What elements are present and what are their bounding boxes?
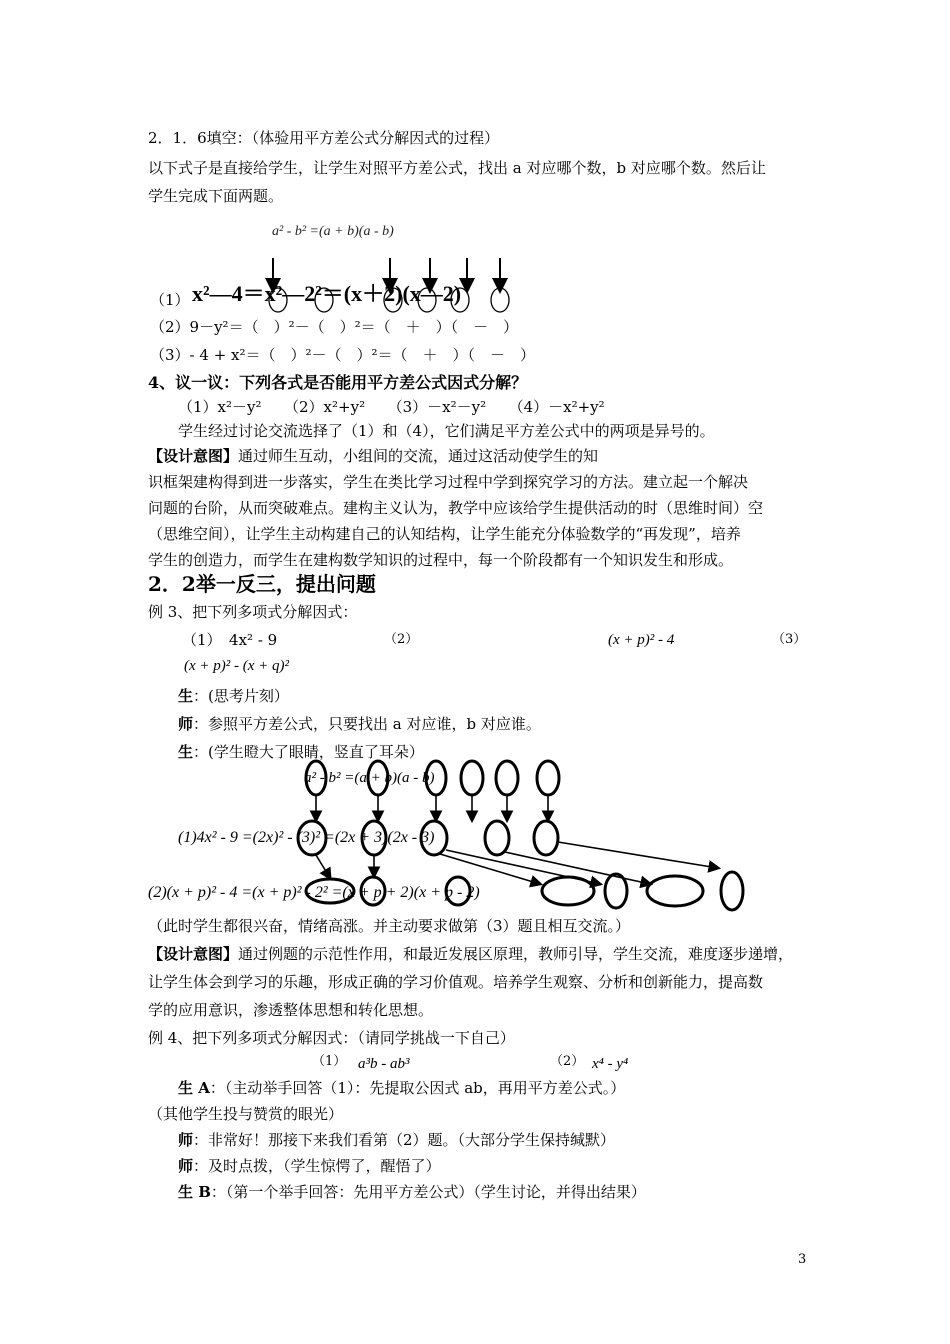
- difference-of-squares-formula: a² - b² =(a + b)(a - b): [272, 224, 394, 239]
- mapping-arrows: [316, 796, 718, 884]
- mapping-circles: [298, 761, 743, 910]
- example-4-item-1-label: （1）: [312, 1054, 347, 1069]
- subsection-heading: 2．1．6填空：（体验用平方差公式分解因式的过程）: [148, 129, 500, 147]
- dialogue-student-b: 生 B：（第一个举手回答：先用平方差公式）（学生讨论，并得出结果）: [178, 1183, 646, 1201]
- example-3-item-3-label: （3）: [772, 632, 807, 647]
- design-intent-1-line: 问题的台阶，从而突破难点。建构主义认为，教学中应该给学生提供活动的时（思维时间）空: [148, 499, 764, 517]
- question-2: （2）9－y²＝（ ）²－（ ）²＝（ ＋ ）（ － ）: [150, 318, 519, 336]
- dialogue-aside: （其他学生投与赞赏的眼光）: [148, 1105, 344, 1123]
- design-intent-2-line: 学的应用意识，渗透整体思想和转化思想。: [148, 1001, 434, 1019]
- question-1-expression: x²—4＝x²—2²＝(x＋2)(x—2): [192, 281, 462, 306]
- mapping-formula: a² - b² =(a + b)(a - b): [304, 770, 435, 786]
- mapping-example-2: (2)(x + p)² - 4 =(x + p)² - 2² =(x + p + 2)(x + p - 2): [148, 884, 480, 901]
- classroom-note: （此时学生都很兴奋，情绪高涨。并主动要求做第（3）题且相互交流。）: [148, 917, 631, 935]
- design-intent-tag: 【设计意图】: [148, 945, 239, 963]
- design-intent-text: 通过师生互动，小组间的交流，通过这活动使学生的知: [238, 447, 599, 465]
- section-2-2-heading: 2．2举一反三，提出问题: [148, 572, 376, 596]
- example-4-item-2-label: （2）: [550, 1054, 585, 1069]
- example-3-item-1: （1） 4x² - 9: [182, 631, 278, 649]
- dialogue-student: 生：(思考片刻）: [178, 687, 289, 705]
- section-4-heading: 4、议一议：下列各式是否能用平方差公式因式分解？: [148, 373, 528, 392]
- question-1-circles: [269, 288, 509, 312]
- example-4-item-1-expression: a³b - ab³: [358, 1056, 410, 1072]
- design-intent-tag: 【设计意图】: [148, 447, 239, 465]
- example-3-item-2-expression: (x + p)² - 4: [608, 632, 675, 648]
- example-4-heading: 例 4、把下列多项式分解因式：（请同学挑战一下自己）: [148, 1029, 515, 1047]
- example-3-item-3-expression: (x + p)² - (x + q)²: [184, 658, 290, 674]
- question-3: （3）- 4 + x²＝（ ）²－（ ）²＝（ ＋ ）（ － ）: [150, 346, 536, 364]
- section-4-items: （1）x²－y² （2）x²+y² （3）－x²－y² （4）－x²+y²: [178, 398, 605, 416]
- section-4-answer: 学生经过讨论交流选择了（1）和（4），它们满足平方差公式中的两项是异号的。: [178, 422, 715, 440]
- page-number: 3: [798, 1252, 807, 1267]
- dialogue-teacher: 师：参照平方差公式，只要找出 a 对应谁，b 对应谁。: [178, 715, 541, 733]
- example-3-heading: 例 3、把下列多项式分解因式：: [148, 603, 358, 621]
- paragraph-line: 以下式子是直接给学生，让学生对照平方差公式，找出 a 对应哪个数，b 对应哪个数。然后让: [148, 159, 766, 177]
- paragraph-line: 学生完成下面两题。: [148, 187, 284, 205]
- dialogue-student-a: 生 A：（主动举手回答（1）：先提取公因式 ab，再用平方差公式。）: [178, 1079, 626, 1097]
- design-intent-2-line: 让学生体会到学习的乐趣，形成正确的学习价值观。培养学生观察、分析和创新能力，提高数: [148, 973, 764, 991]
- design-intent-text: 通过例题的示范性作用，和最近发展区原理，教师引导，学生交流，难度逐步递增，: [238, 945, 794, 963]
- example-3-item-2-label: （2）: [384, 632, 419, 647]
- dialogue-student: 生：(学生瞪大了眼睛，竖直了耳朵）: [178, 743, 424, 761]
- dialogue-teacher: 师：非常好！那接下来我们看第（2）题。（大部分学生保持缄默）: [178, 1131, 616, 1149]
- dialogue-teacher: 师：及时点拨，（学生惊愕了，醒悟了）: [178, 1157, 441, 1175]
- example-4-item-2-expression: x⁴ - y⁴: [592, 1056, 629, 1072]
- question-1-arrows: [273, 258, 500, 290]
- design-intent-1-line: 学生的创造力，而学生在建构数学知识的过程中，每一个阶段都有一个知识发生和形成。: [148, 551, 734, 569]
- mapping-example-1: (1)4x² - 9 =(2x)² - (3)² =(2x + 3)(2x - 3): [178, 829, 435, 846]
- design-intent-1-line: 识框架建构得到进一步落实，学生在类比学习过程中学到探究学习的方法。建立起一个解决: [148, 473, 749, 491]
- design-intent-1-line: （思维空间），让学生主动构建自己的认知结构，让学生能充分体验数学的“再发现”，培养: [148, 525, 741, 543]
- question-1-label: （1）: [150, 291, 190, 309]
